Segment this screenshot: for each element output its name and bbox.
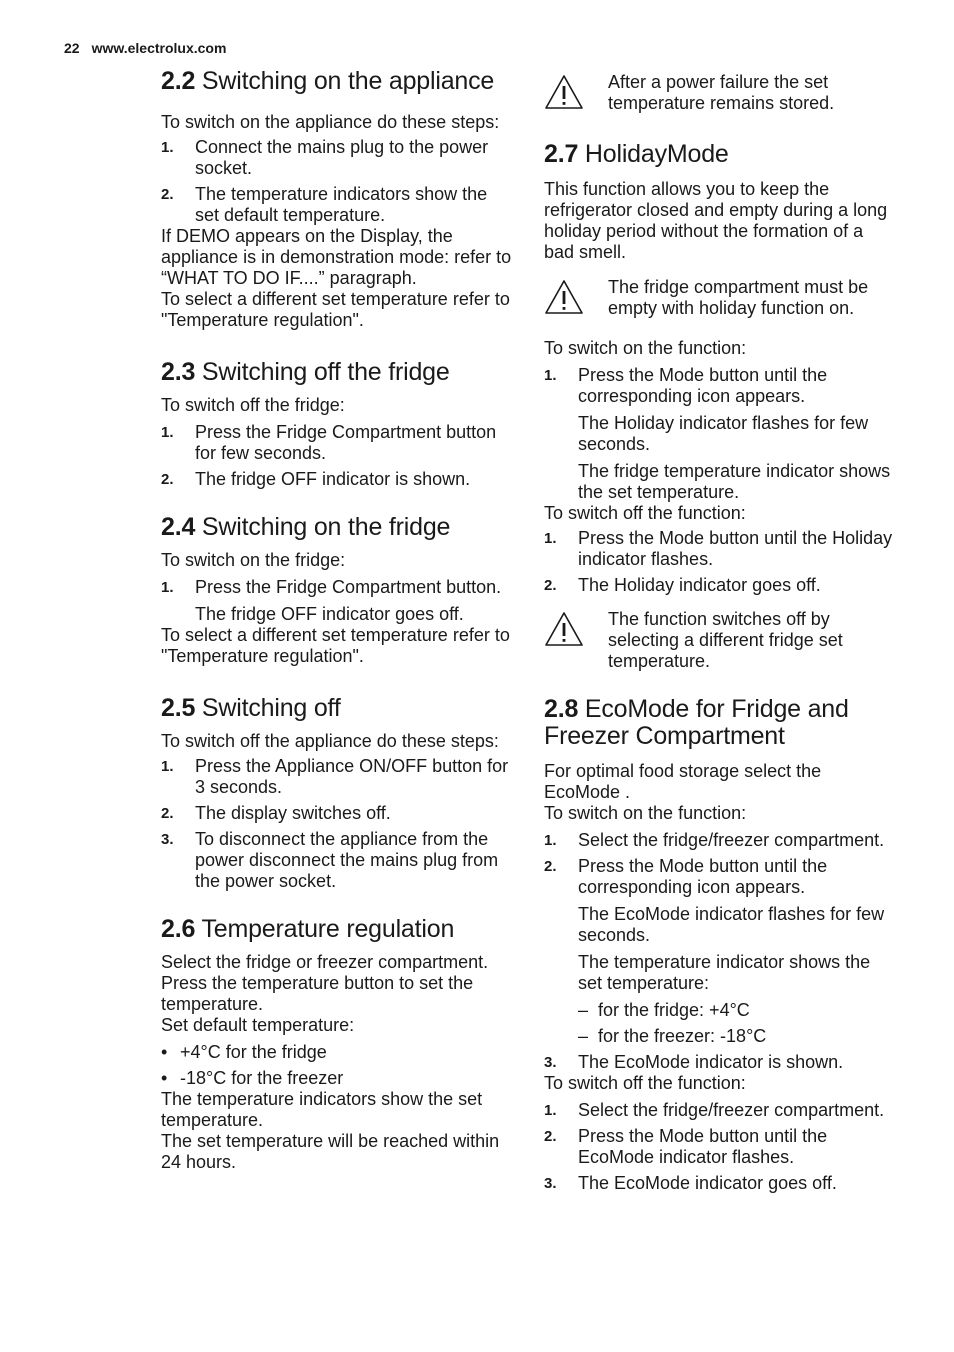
section-2-3-heading: 2.3 Switching off the fridge <box>161 358 450 386</box>
warning-icon <box>544 279 584 315</box>
list-item: 3. To disconnect the appliance from the power disconnect the mains plug from the power socket. <box>161 829 499 891</box>
list-item: 2. The temperature indicators show the set default temperature. <box>161 184 488 225</box>
section-2-5-steps <box>161 756 515 892</box>
list-item: 2. The display switches off. <box>161 803 391 823</box>
eco-off-intro: To switch off the function: <box>544 1073 746 1093</box>
eco-on-note-2: The temperature indicator shows the set temperature: <box>578 952 871 993</box>
list-item: 2. The fridge OFF indicator is shown. <box>161 469 471 489</box>
eco-on-intro: To switch on the function: <box>544 803 747 823</box>
eco-on-note-1: The EcoMode indicator flashes for few seconds. <box>578 904 885 945</box>
section-2-2-heading: 2.2 Switching on the appliance <box>161 67 495 95</box>
list-item: 3. The EcoMode indicator is shown. <box>544 1052 844 1072</box>
warning-icon <box>544 611 584 647</box>
section-2-6-p2: Press the temperature button to set the temperature. <box>161 973 474 1014</box>
list-item: 1. Press the Fridge Compartment button for few seconds. <box>161 422 497 463</box>
section-2-6-heading: 2.6 Temperature regulation <box>161 915 455 943</box>
temperature-reference-paragraph: To select a different set temperature refer to "Temperature regulation". <box>161 289 510 330</box>
list-item: – for the fridge: +4°C <box>578 1000 894 1021</box>
section-2-2-intro: To switch on the appliance do these steps: <box>161 112 500 132</box>
section-2-3-steps <box>161 422 515 490</box>
power-failure-warning: After a power failure the set temperature remains stored. <box>544 72 894 114</box>
section-2-4-intro: To switch on the fridge: <box>161 550 346 570</box>
section-2-4-heading: 2.4 Switching on the fridge <box>161 513 451 541</box>
website-link[interactable]: www.electrolux.com <box>91 40 227 56</box>
list-item: 3. The EcoMode indicator goes off. <box>544 1173 837 1193</box>
section-2-4-reference: To select a different set temperature refer to "Temperature regulation". <box>161 625 510 666</box>
list-item: 1. Press the Mode button until the Holiday indicator flashes. <box>544 528 893 569</box>
holiday-on-note-2: The fridge temperature indicator shows the set temperature. <box>578 461 891 502</box>
holiday-off-steps <box>544 528 894 596</box>
section-2-8-heading: 2.8 EcoMode for Fridge and Freezer Compartment <box>544 695 849 750</box>
eco-off-steps <box>544 1100 894 1194</box>
section-2-5-intro: To switch off the appliance do these steps: <box>161 731 499 751</box>
section-2-6-p4: The temperature indicators show the set temperature. <box>161 1089 483 1130</box>
holiday-off-intro: To switch off the function: <box>544 503 746 523</box>
list-item: 1. Press the Mode button until the corresponding icon appears. <box>544 365 828 406</box>
section-2-6-p5: The set temperature will be reached within 24 hours. <box>161 1131 500 1172</box>
warning-icon <box>544 74 584 110</box>
holiday-warning: The fridge compartment must be empty with holiday function on. <box>544 277 894 319</box>
page-number: 22 <box>64 40 80 56</box>
right-column <box>544 72 894 1199</box>
eco-on-step-3 <box>544 1052 894 1073</box>
eco-temperature-list <box>544 1000 894 1047</box>
list-item: – for the freezer: -18°C <box>578 1026 894 1047</box>
holiday-off-warning: The function switches off by selecting a different fridge set temperature. <box>544 609 894 672</box>
section-2-6-p3: Set default temperature: <box>161 1015 355 1035</box>
list-item: 1. Connect the mains plug to the power socket. <box>161 137 489 178</box>
section-2-8-p1: For optimal food storage select the EcoMode . <box>544 761 822 802</box>
section-2-5-heading: 2.5 Switching off <box>161 694 341 722</box>
list-item: • -18°C for the freezer <box>161 1068 515 1089</box>
section-2-2-steps <box>161 137 515 226</box>
holiday-on-intro: To switch on the function: <box>544 338 747 358</box>
list-item: 2. Press the Mode button until the corresponding icon appears. <box>544 856 828 897</box>
left-column <box>161 68 515 1173</box>
page-header <box>64 38 226 59</box>
default-temperature-list <box>161 1042 515 1089</box>
eco-on-steps <box>544 830 894 898</box>
section-2-6-p1: Select the fridge or freezer compartment. <box>161 952 489 972</box>
list-item: • +4°C for the fridge <box>161 1042 515 1063</box>
list-item: 1. Select the fridge/freezer compartment. <box>544 830 885 850</box>
section-2-7-heading: 2.7 HolidayMode <box>544 140 729 168</box>
list-item: 1. Press the Appliance ON/OFF button for 3 seconds. <box>161 756 509 797</box>
list-item: 1. Select the fridge/freezer compartment. <box>544 1100 885 1120</box>
section-2-3-intro: To switch off the fridge: <box>161 395 345 415</box>
holiday-on-note-1: The Holiday indicator flashes for few seconds. <box>578 413 869 454</box>
list-item: 2. Press the Mode button until the EcoMode indicator flashes. <box>544 1126 828 1167</box>
section-2-7-p1: This function allows you to keep the refrigerator closed and empty during a long holiday period without the formation of a bad smell. <box>544 179 888 262</box>
holiday-on-steps <box>544 365 894 407</box>
demo-paragraph: If DEMO appears on the Display, the appliance is in demonstration mode: refer to “WHAT TO DO IF....” paragraph. <box>161 226 512 288</box>
section-2-4-steps <box>161 577 515 598</box>
list-item: 1. Press the Fridge Compartment button. <box>161 577 502 597</box>
section-2-4-note: The fridge OFF indicator goes off. <box>195 604 464 624</box>
list-item: 2. The Holiday indicator goes off. <box>544 575 821 595</box>
